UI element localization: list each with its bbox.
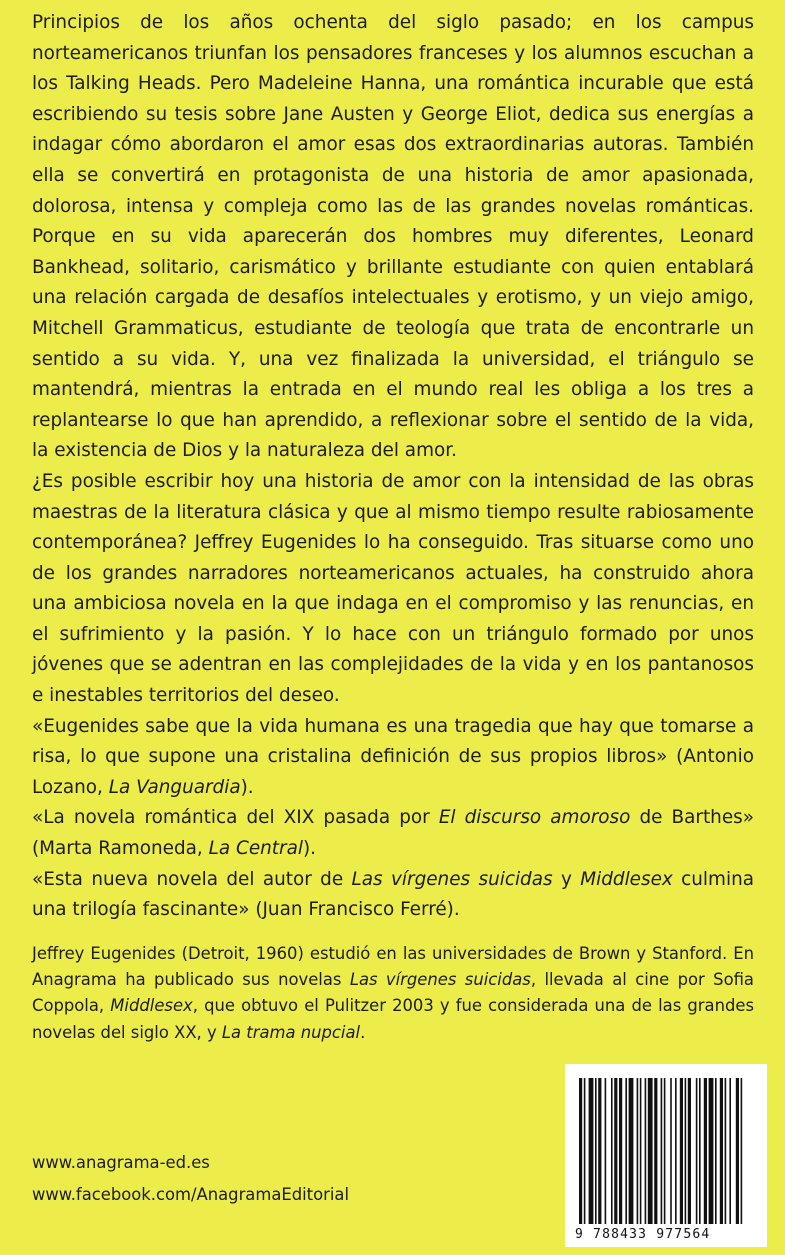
barcode-bar	[696, 1078, 698, 1224]
barcode-bar	[675, 1078, 677, 1224]
barcode-bar	[637, 1078, 639, 1224]
barcode-bar	[584, 1078, 586, 1224]
isbn-barcode	[565, 1064, 767, 1247]
barcode-bar	[704, 1078, 707, 1224]
barcode-bar	[595, 1078, 597, 1224]
barcode-bar	[589, 1078, 594, 1224]
book-title: Las vírgenes suicidas	[351, 868, 553, 890]
publisher-links	[32, 1147, 349, 1211]
facebook-link[interactable]: www.facebook.com/AnagramaEditorial	[32, 1185, 350, 1204]
barcode-bar	[640, 1078, 642, 1224]
synopsis-paragraph-2: ¿Es posible escribir hoy una historia de amor con la intensidad de las obras maestras de la literatura clásica y que al mismo tiempo resulte rabiosamente contemporánea? Jeffrey Eugenides lo ha conseguido. Tras situarse como uno de los grandes narradores norteamericanos actuales, ha construido ahora una ambiciosa novela en la que indaga en el compromiso y las renuncias, en el sufrimiento y la pasión. Y lo hace con un triángulo formado por unos jóvenes que se adentran en las complejidades de la vida y en los pantanosos e inestables territorios del deseo.	[32, 470, 754, 707]
book-title: Middlesex	[110, 996, 193, 1016]
barcode-bar	[648, 1078, 653, 1224]
barcode-bar	[605, 1078, 607, 1224]
book-title: Middlesex	[580, 868, 673, 890]
quote-source: La Central	[208, 838, 303, 860]
barcode-digits: 9 788433 977564	[575, 1227, 711, 1242]
barcode-bar	[685, 1078, 687, 1224]
back-cover-blurb	[32, 8, 754, 926]
review-quote-1: «Eugenides sabe que la vida humana es una tragedia que hay que tomarse a risa, lo que supone una cristalina definición de sus propios libros» (Antonio Lozano, La Vanguardia).	[32, 715, 754, 798]
review-quote-3: «Esta nueva novela del autor de Las vírgenes suicidas y Middlesex culmina una trilogía fascinante» (Juan Francisco Ferré).	[32, 868, 754, 921]
barcode-bar	[654, 1078, 657, 1224]
barcode-bar	[720, 1078, 723, 1224]
barcode-bar	[629, 1078, 634, 1224]
barcode-bar	[645, 1078, 647, 1224]
barcode-bar	[709, 1078, 714, 1224]
barcode-bar	[619, 1078, 622, 1224]
barcode-bar	[614, 1078, 617, 1224]
book-title: Las vírgenes suicidas	[349, 970, 531, 990]
author-bio	[32, 941, 754, 1046]
synopsis-paragraph-1: Principios de los años ochenta del siglo pasado; en los campus norteamericanos triunfan los pensadores franceses y los alumnos escuchan a los Talking Heads. Pero Madeleine Hanna, una romántica incurable que está escribiendo su tesis sobre Jane Austen y George Eliot, dedica sus energías a indagar cómo abordaron el amor esas dos extraordinarias autoras. También ella se convertirá en protagonista de una historia de amor apasionada, dolorosa, intensa y compleja como las de las grandes novelas románticas. Porque en su vida aparecerán dos hombres muy diferentes, Leonard Bankhead, solitario, carismático y brillante estudiante con quien entablará una relación cargada de desafíos intelectuales y erotismo, y un viejo amigo, Mitchell Grammaticus, estudiante de teología que trata de encontrarle un sentido a su vida. Y, una vez finalizada la universidad, el triángulo se mantendrá, mientras la entrada en el mundo real les obliga a los tres a replantearse lo que han aprendido, a reflexionar sobre el sentido de la vida, la existencia de Dios y la naturaleza del amor.	[32, 12, 754, 462]
barcode-bar	[664, 1078, 666, 1224]
barcode-bar	[579, 1078, 582, 1224]
barcode-bar	[699, 1078, 701, 1224]
barcode-bar	[670, 1078, 672, 1224]
barcode-bar	[729, 1078, 731, 1224]
barcode-bar	[598, 1078, 601, 1224]
author-bio-text: Jeffrey Eugenides (Detroit, 1960) estudió en las universidades de Brown y Stanford. En Anagrama ha publicado sus novelas Las vírgenes suicidas, llevada al cine por Sofia Coppola, Middlesex, que obtuvo el Pulitzer 2003 y fue considerada una de las grandes novelas del siglo XX, y La trama nupcial.	[32, 944, 754, 1042]
book-title: La trama nupcial	[221, 1022, 361, 1042]
review-quote-2: «La novela romántica del XIX pasada por El discurso amoroso de Barthes» (Marta Ramoneda, La Central).	[32, 807, 754, 860]
barcode-bar	[736, 1078, 739, 1224]
barcode-bar	[680, 1078, 683, 1224]
barcode-bar	[661, 1078, 663, 1224]
barcode-bars	[565, 1064, 767, 1247]
barcode-bar	[611, 1078, 613, 1224]
quoted-work-title: El discurso amoroso	[438, 807, 631, 829]
quote-source: La Vanguardia	[108, 776, 241, 798]
barcode-bar	[741, 1078, 743, 1224]
barcode-bar	[688, 1078, 691, 1224]
barcode-bar	[625, 1078, 627, 1224]
barcode-bar	[715, 1078, 717, 1224]
barcode-bar	[725, 1078, 727, 1224]
website-link[interactable]: www.anagrama-ed.es	[32, 1153, 210, 1172]
